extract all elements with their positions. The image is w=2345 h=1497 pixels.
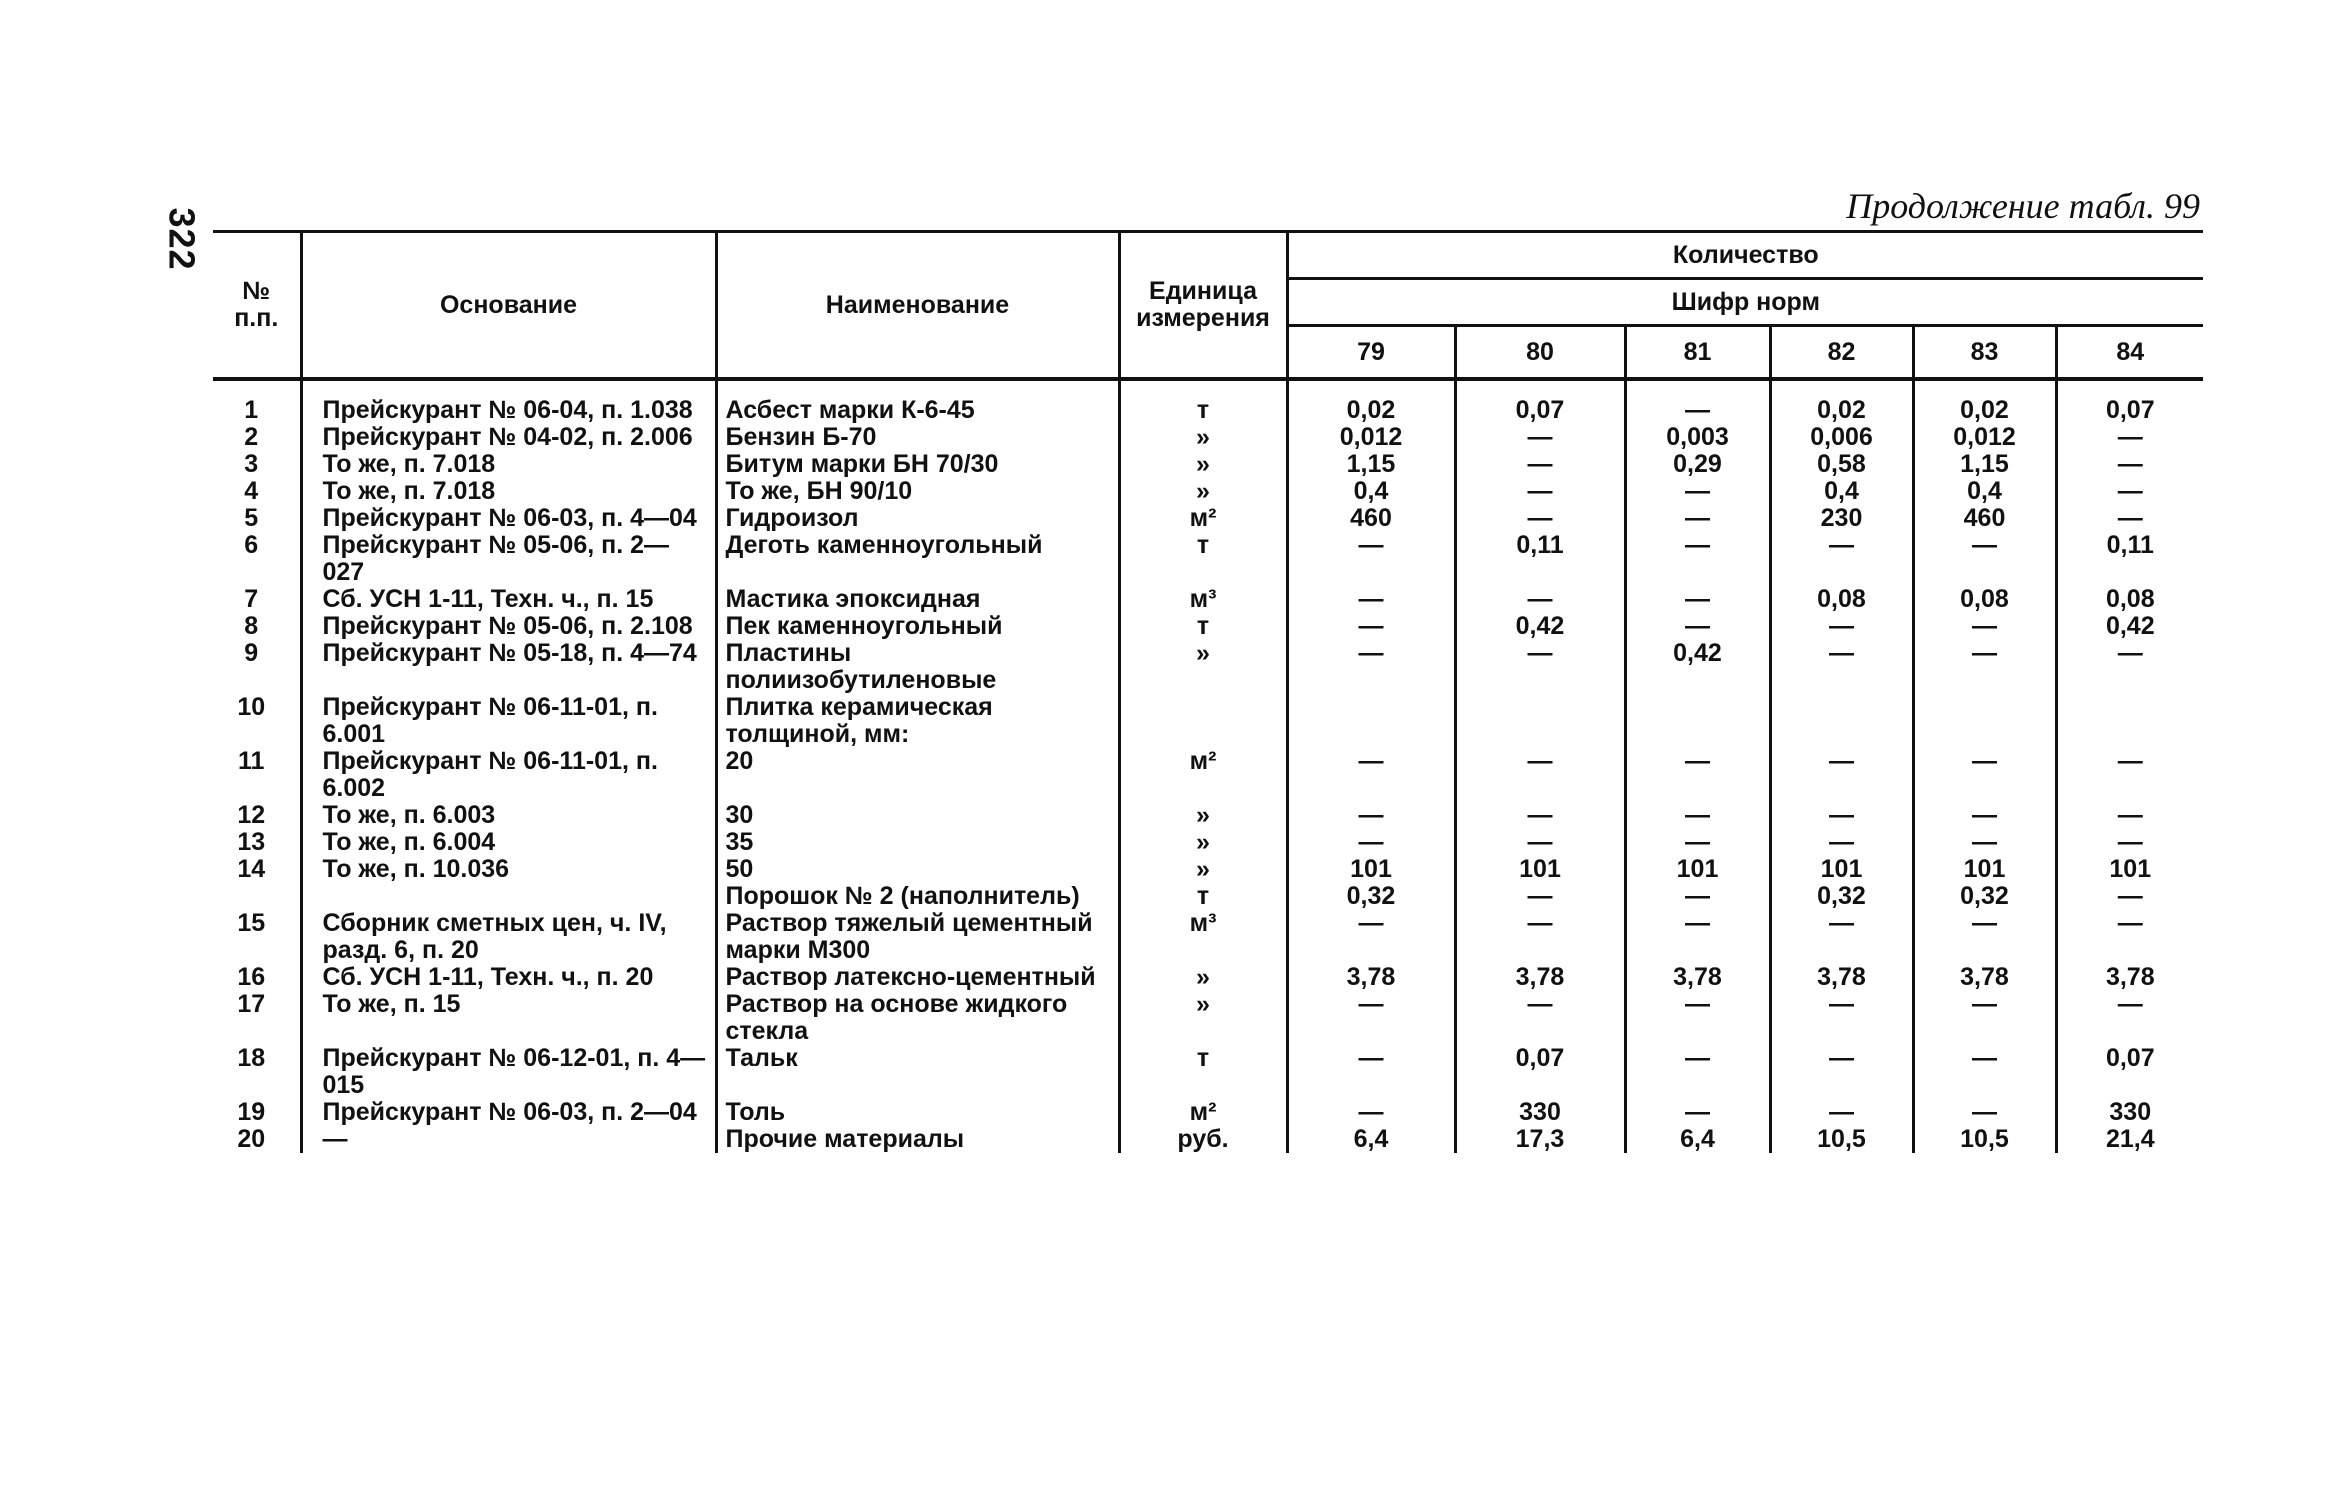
row-quantity-80: — <box>1455 586 1625 613</box>
row-naimenovanie: Деготь каменноугольный <box>716 532 1119 586</box>
row-quantity-83: 460 <box>1913 505 2056 532</box>
row-naimenovanie: Асбест марки К-6-45 <box>716 397 1119 424</box>
row-quantity-81: — <box>1625 505 1770 532</box>
row-osnovanie: Сб. УСН 1-11, Техн. ч., п. 15 <box>301 586 716 613</box>
row-quantity-83: — <box>1913 802 2056 829</box>
table-body <box>213 379 2203 1153</box>
row-quantity-80: — <box>1455 478 1625 505</box>
row-naimenovanie: То же, БН 90/10 <box>716 478 1119 505</box>
row-number: 7 <box>244 585 259 613</box>
page-number: 322 <box>161 207 203 271</box>
row-quantity-79: 6,4 <box>1287 1126 1455 1153</box>
table-row <box>213 883 2203 910</box>
row-quantity-83: 1,15 <box>1913 451 2056 478</box>
row-quantity-80: — <box>1455 424 1625 451</box>
row-quantity-79: — <box>1287 640 1455 694</box>
row-quantity-81: — <box>1625 802 1770 829</box>
row-naimenovanie: 20 <box>716 748 1119 802</box>
row-naimenovanie: Прочие материалы <box>716 1126 1119 1153</box>
row-naimenovanie: Пластины полиизобутиленовые <box>716 640 1119 694</box>
row-quantity-81: — <box>1625 748 1770 802</box>
table-row <box>213 1126 2203 1153</box>
row-osnovanie: Прейскурант № 06-11-01, п. 6.001 <box>301 694 716 748</box>
row-quantity-80: 0,07 <box>1455 1045 1625 1099</box>
row-unit: м² <box>1119 748 1287 802</box>
row-unit: м² <box>1119 1099 1287 1126</box>
row-osnovanie: То же, п. 6.003 <box>301 802 716 829</box>
row-quantity-82: 0,4 <box>1770 478 1913 505</box>
materials-table <box>213 230 2203 1153</box>
row-naimenovanie: Толь <box>716 1099 1119 1126</box>
row-quantity-79: 0,32 <box>1287 883 1455 910</box>
row-quantity-83: 0,32 <box>1913 883 2056 910</box>
row-quantity-84: 0,07 <box>2056 397 2203 424</box>
row-naimenovanie: 50 <box>716 856 1119 883</box>
row-quantity-81: 0,29 <box>1625 451 1770 478</box>
row-naimenovanie: Бензин Б-70 <box>716 424 1119 451</box>
table-row <box>213 586 2203 613</box>
row-quantity-79: — <box>1287 613 1455 640</box>
row-quantity-80: 330 <box>1455 1099 1625 1126</box>
row-osnovanie: Прейскурант № 06-03, п. 2—04 <box>301 1099 716 1126</box>
row-naimenovanie: Битум марки БН 70/30 <box>716 451 1119 478</box>
row-quantity-84: 101 <box>2056 856 2203 883</box>
row-quantity-82: 10,5 <box>1770 1126 1913 1153</box>
row-quantity-80 <box>1455 694 1625 748</box>
row-osnovanie: То же, п. 15 <box>301 991 716 1045</box>
row-quantity-84: — <box>2056 505 2203 532</box>
row-number: 4 <box>244 477 259 505</box>
table-caption: Продолжение табл. 99 <box>1846 186 2200 226</box>
row-quantity-83: 101 <box>1913 856 2056 883</box>
table-row <box>213 397 2203 424</box>
row-unit: » <box>1119 802 1287 829</box>
row-naimenovanie: 30 <box>716 802 1119 829</box>
row-quantity-80: 17,3 <box>1455 1126 1625 1153</box>
row-quantity-84: — <box>2056 478 2203 505</box>
row-quantity-81: 0,003 <box>1625 424 1770 451</box>
row-quantity-82: — <box>1770 802 1913 829</box>
row-quantity-81: — <box>1625 613 1770 640</box>
table-row <box>213 478 2203 505</box>
row-quantity-83: — <box>1913 1099 2056 1126</box>
row-unit: т <box>1119 532 1287 586</box>
row-unit: м² <box>1119 505 1287 532</box>
row-number: 2 <box>244 423 259 451</box>
row-naimenovanie: Раствор на основе жидкого стекла <box>716 991 1119 1045</box>
row-quantity-81: — <box>1625 586 1770 613</box>
row-quantity-79: 3,78 <box>1287 964 1455 991</box>
table-row <box>213 505 2203 532</box>
row-unit: м³ <box>1119 586 1287 613</box>
row-unit: » <box>1119 640 1287 694</box>
row-quantity-83: 3,78 <box>1913 964 2056 991</box>
row-quantity-82: 230 <box>1770 505 1913 532</box>
row-quantity-80: — <box>1455 991 1625 1045</box>
row-quantity-82: — <box>1770 1099 1913 1126</box>
row-unit: т <box>1119 1045 1287 1099</box>
row-quantity-83: 0,02 <box>1913 397 2056 424</box>
row-unit: » <box>1119 856 1287 883</box>
row-quantity-79 <box>1287 694 1455 748</box>
row-quantity-79: — <box>1287 991 1455 1045</box>
table-row <box>213 829 2203 856</box>
row-unit: » <box>1119 991 1287 1045</box>
row-number: 15 <box>237 909 266 937</box>
row-quantity-84: 0,07 <box>2056 1045 2203 1099</box>
header-osnovanie: Основание <box>301 232 716 380</box>
row-quantity-82: — <box>1770 1045 1913 1099</box>
header-naimenovanie: Наименование <box>716 232 1119 380</box>
header-quantity: Количество <box>1287 232 2203 279</box>
row-quantity-81: — <box>1625 883 1770 910</box>
row-quantity-80: — <box>1455 883 1625 910</box>
row-number <box>213 883 301 910</box>
row-quantity-80: 0,11 <box>1455 532 1625 586</box>
row-quantity-84: 0,11 <box>2056 532 2203 586</box>
row-quantity-79: — <box>1287 802 1455 829</box>
row-quantity-79: — <box>1287 829 1455 856</box>
row-unit <box>1119 694 1287 748</box>
row-quantity-83: — <box>1913 532 2056 586</box>
row-quantity-82 <box>1770 694 1913 748</box>
row-number: 6 <box>244 531 259 559</box>
row-quantity-84: — <box>2056 991 2203 1045</box>
row-quantity-81: — <box>1625 910 1770 964</box>
row-quantity-84: — <box>2056 910 2203 964</box>
row-osnovanie <box>301 883 716 910</box>
row-osnovanie: Сб. УСН 1-11, Техн. ч., п. 20 <box>301 964 716 991</box>
table-row <box>213 748 2203 802</box>
row-quantity-79: 460 <box>1287 505 1455 532</box>
header-code-3: 82 <box>1770 326 1913 380</box>
row-quantity-82: 0,02 <box>1770 397 1913 424</box>
table-row <box>213 1045 2203 1099</box>
row-number: 10 <box>237 693 266 721</box>
row-quantity-84: — <box>2056 883 2203 910</box>
row-quantity-84: 21,4 <box>2056 1126 2203 1153</box>
row-unit: » <box>1119 964 1287 991</box>
row-quantity-82: — <box>1770 613 1913 640</box>
row-osnovanie: Прейскурант № 04-02, п. 2.006 <box>301 424 716 451</box>
row-quantity-83: 0,012 <box>1913 424 2056 451</box>
row-naimenovanie: Гидроизол <box>716 505 1119 532</box>
row-osnovanie: Прейскурант № 05-18, п. 4—74 <box>301 640 716 694</box>
row-number: 8 <box>244 612 259 640</box>
table-header <box>213 232 2203 380</box>
row-quantity-80: 3,78 <box>1455 964 1625 991</box>
row-quantity-82: 0,58 <box>1770 451 1913 478</box>
row-quantity-82: 0,08 <box>1770 586 1913 613</box>
row-quantity-80: 0,42 <box>1455 613 1625 640</box>
row-quantity-80: — <box>1455 910 1625 964</box>
row-unit: м³ <box>1119 910 1287 964</box>
row-osnovanie: Прейскурант № 06-04, п. 1.038 <box>301 397 716 424</box>
row-quantity-82: — <box>1770 829 1913 856</box>
row-unit: » <box>1119 424 1287 451</box>
row-quantity-82: 0,006 <box>1770 424 1913 451</box>
table-row <box>213 424 2203 451</box>
row-quantity-84: — <box>2056 640 2203 694</box>
row-number: 18 <box>237 1044 266 1072</box>
row-quantity-81: 3,78 <box>1625 964 1770 991</box>
row-quantity-83: 0,08 <box>1913 586 2056 613</box>
row-quantity-80: — <box>1455 829 1625 856</box>
row-number: 11 <box>238 747 265 775</box>
table-row <box>213 532 2203 586</box>
row-naimenovanie: Мастика эпоксидная <box>716 586 1119 613</box>
row-naimenovanie: Плитка керамическая толщиной, мм: <box>716 694 1119 748</box>
row-number: 20 <box>237 1125 266 1153</box>
row-quantity-84: — <box>2056 748 2203 802</box>
row-quantity-80: — <box>1455 451 1625 478</box>
table-row <box>213 856 2203 883</box>
row-quantity-79: — <box>1287 910 1455 964</box>
row-number: 3 <box>244 450 259 478</box>
row-osnovanie: Прейскурант № 05-06, п. 2.108 <box>301 613 716 640</box>
table-row <box>213 910 2203 964</box>
row-quantity-84 <box>2056 694 2203 748</box>
row-quantity-81: — <box>1625 991 1770 1045</box>
table-row <box>213 802 2203 829</box>
row-quantity-79: — <box>1287 1099 1455 1126</box>
row-osnovanie: — <box>301 1126 716 1153</box>
table-row <box>213 640 2203 694</box>
row-quantity-81: — <box>1625 1045 1770 1099</box>
row-quantity-83: 0,4 <box>1913 478 2056 505</box>
row-naimenovanie: Раствор латексно-цементный <box>716 964 1119 991</box>
row-number: 14 <box>237 855 266 883</box>
row-quantity-79: 101 <box>1287 856 1455 883</box>
row-quantity-83: — <box>1913 613 2056 640</box>
row-number: 17 <box>237 990 266 1018</box>
row-number: 13 <box>237 828 266 856</box>
row-quantity-81: 6,4 <box>1625 1126 1770 1153</box>
row-quantity-81: — <box>1625 829 1770 856</box>
row-unit: » <box>1119 829 1287 856</box>
row-quantity-79: — <box>1287 748 1455 802</box>
row-osnovanie: Прейскурант № 05-06, п. 2—027 <box>301 532 716 586</box>
row-quantity-82: — <box>1770 640 1913 694</box>
header-unit: Единица измерения <box>1119 232 1287 380</box>
table-row <box>213 964 2203 991</box>
row-osnovanie: Прейскурант № 06-11-01, п. 6.002 <box>301 748 716 802</box>
row-quantity-79: 0,4 <box>1287 478 1455 505</box>
row-quantity-79: — <box>1287 532 1455 586</box>
row-quantity-81: — <box>1625 397 1770 424</box>
table-row <box>213 991 2203 1045</box>
row-quantity-80: 101 <box>1455 856 1625 883</box>
row-quantity-82: — <box>1770 910 1913 964</box>
row-quantity-83: — <box>1913 991 2056 1045</box>
row-number: 9 <box>244 639 259 667</box>
row-quantity-84: 330 <box>2056 1099 2203 1126</box>
row-quantity-84: — <box>2056 451 2203 478</box>
row-naimenovanie: Порошок № 2 (наполнитель) <box>716 883 1119 910</box>
row-osnovanie: То же, п. 6.004 <box>301 829 716 856</box>
row-quantity-84: — <box>2056 802 2203 829</box>
row-quantity-79: — <box>1287 1045 1455 1099</box>
row-quantity-83: — <box>1913 640 2056 694</box>
row-quantity-80: — <box>1455 802 1625 829</box>
row-quantity-81: 0,42 <box>1625 640 1770 694</box>
row-quantity-81: — <box>1625 532 1770 586</box>
row-quantity-82: 3,78 <box>1770 964 1913 991</box>
row-quantity-84: 3,78 <box>2056 964 2203 991</box>
row-quantity-84: — <box>2056 829 2203 856</box>
row-quantity-81: — <box>1625 478 1770 505</box>
header-code-4: 83 <box>1913 326 2056 380</box>
row-quantity-82: — <box>1770 748 1913 802</box>
header-codes: Шифр норм <box>1287 279 2203 326</box>
row-quantity-83: — <box>1913 829 2056 856</box>
row-osnovanie: То же, п. 7.018 <box>301 478 716 505</box>
row-quantity-79: — <box>1287 586 1455 613</box>
row-number: 19 <box>237 1098 266 1126</box>
row-naimenovanie: Пек каменноугольный <box>716 613 1119 640</box>
row-quantity-79: 1,15 <box>1287 451 1455 478</box>
row-quantity-83: — <box>1913 748 2056 802</box>
row-quantity-83 <box>1913 694 2056 748</box>
row-naimenovanie: 35 <box>716 829 1119 856</box>
row-quantity-84: — <box>2056 424 2203 451</box>
row-unit: » <box>1119 451 1287 478</box>
row-number: 1 <box>244 396 259 424</box>
row-quantity-84: 0,42 <box>2056 613 2203 640</box>
row-quantity-82: 101 <box>1770 856 1913 883</box>
header-code-5: 84 <box>2056 326 2203 380</box>
row-quantity-83: 10,5 <box>1913 1126 2056 1153</box>
row-quantity-80: 0,07 <box>1455 397 1625 424</box>
row-number: 16 <box>237 963 266 991</box>
row-osnovanie: То же, п. 7.018 <box>301 451 716 478</box>
row-unit: т <box>1119 397 1287 424</box>
table-row <box>213 451 2203 478</box>
row-quantity-83: — <box>1913 910 2056 964</box>
row-osnovanie: Прейскурант № 06-12-01, п. 4—015 <box>301 1045 716 1099</box>
row-quantity-84: 0,08 <box>2056 586 2203 613</box>
table-row <box>213 1099 2203 1126</box>
row-quantity-80: — <box>1455 640 1625 694</box>
row-quantity-79: 0,02 <box>1287 397 1455 424</box>
table-row <box>213 694 2203 748</box>
row-quantity-80: — <box>1455 505 1625 532</box>
header-num: № п.п. <box>234 277 279 332</box>
header-code-1: 80 <box>1455 326 1625 380</box>
row-quantity-82: — <box>1770 991 1913 1045</box>
row-naimenovanie: Раствор тяжелый цементный марки М300 <box>716 910 1119 964</box>
row-unit: т <box>1119 883 1287 910</box>
header-code-2: 81 <box>1625 326 1770 380</box>
row-naimenovanie: Тальк <box>716 1045 1119 1099</box>
row-number: 5 <box>244 504 259 532</box>
row-unit: т <box>1119 613 1287 640</box>
row-osnovanie: То же, п. 10.036 <box>301 856 716 883</box>
header-code-0: 79 <box>1287 326 1455 380</box>
row-osnovanie: Сборник сметных цен, ч. IV, разд. 6, п. 20 <box>301 910 716 964</box>
table-row <box>213 613 2203 640</box>
row-quantity-82: 0,32 <box>1770 883 1913 910</box>
materials-table-container <box>213 230 2203 1153</box>
row-quantity-80: — <box>1455 748 1625 802</box>
row-quantity-81: 101 <box>1625 856 1770 883</box>
row-quantity-79: 0,012 <box>1287 424 1455 451</box>
row-unit: » <box>1119 478 1287 505</box>
row-osnovanie: Прейскурант № 06-03, п. 4—04 <box>301 505 716 532</box>
row-quantity-83: — <box>1913 1045 2056 1099</box>
row-quantity-81 <box>1625 694 1770 748</box>
row-unit: руб. <box>1119 1126 1287 1153</box>
row-quantity-82: — <box>1770 532 1913 586</box>
row-quantity-81: — <box>1625 1099 1770 1126</box>
row-number: 12 <box>237 801 266 829</box>
